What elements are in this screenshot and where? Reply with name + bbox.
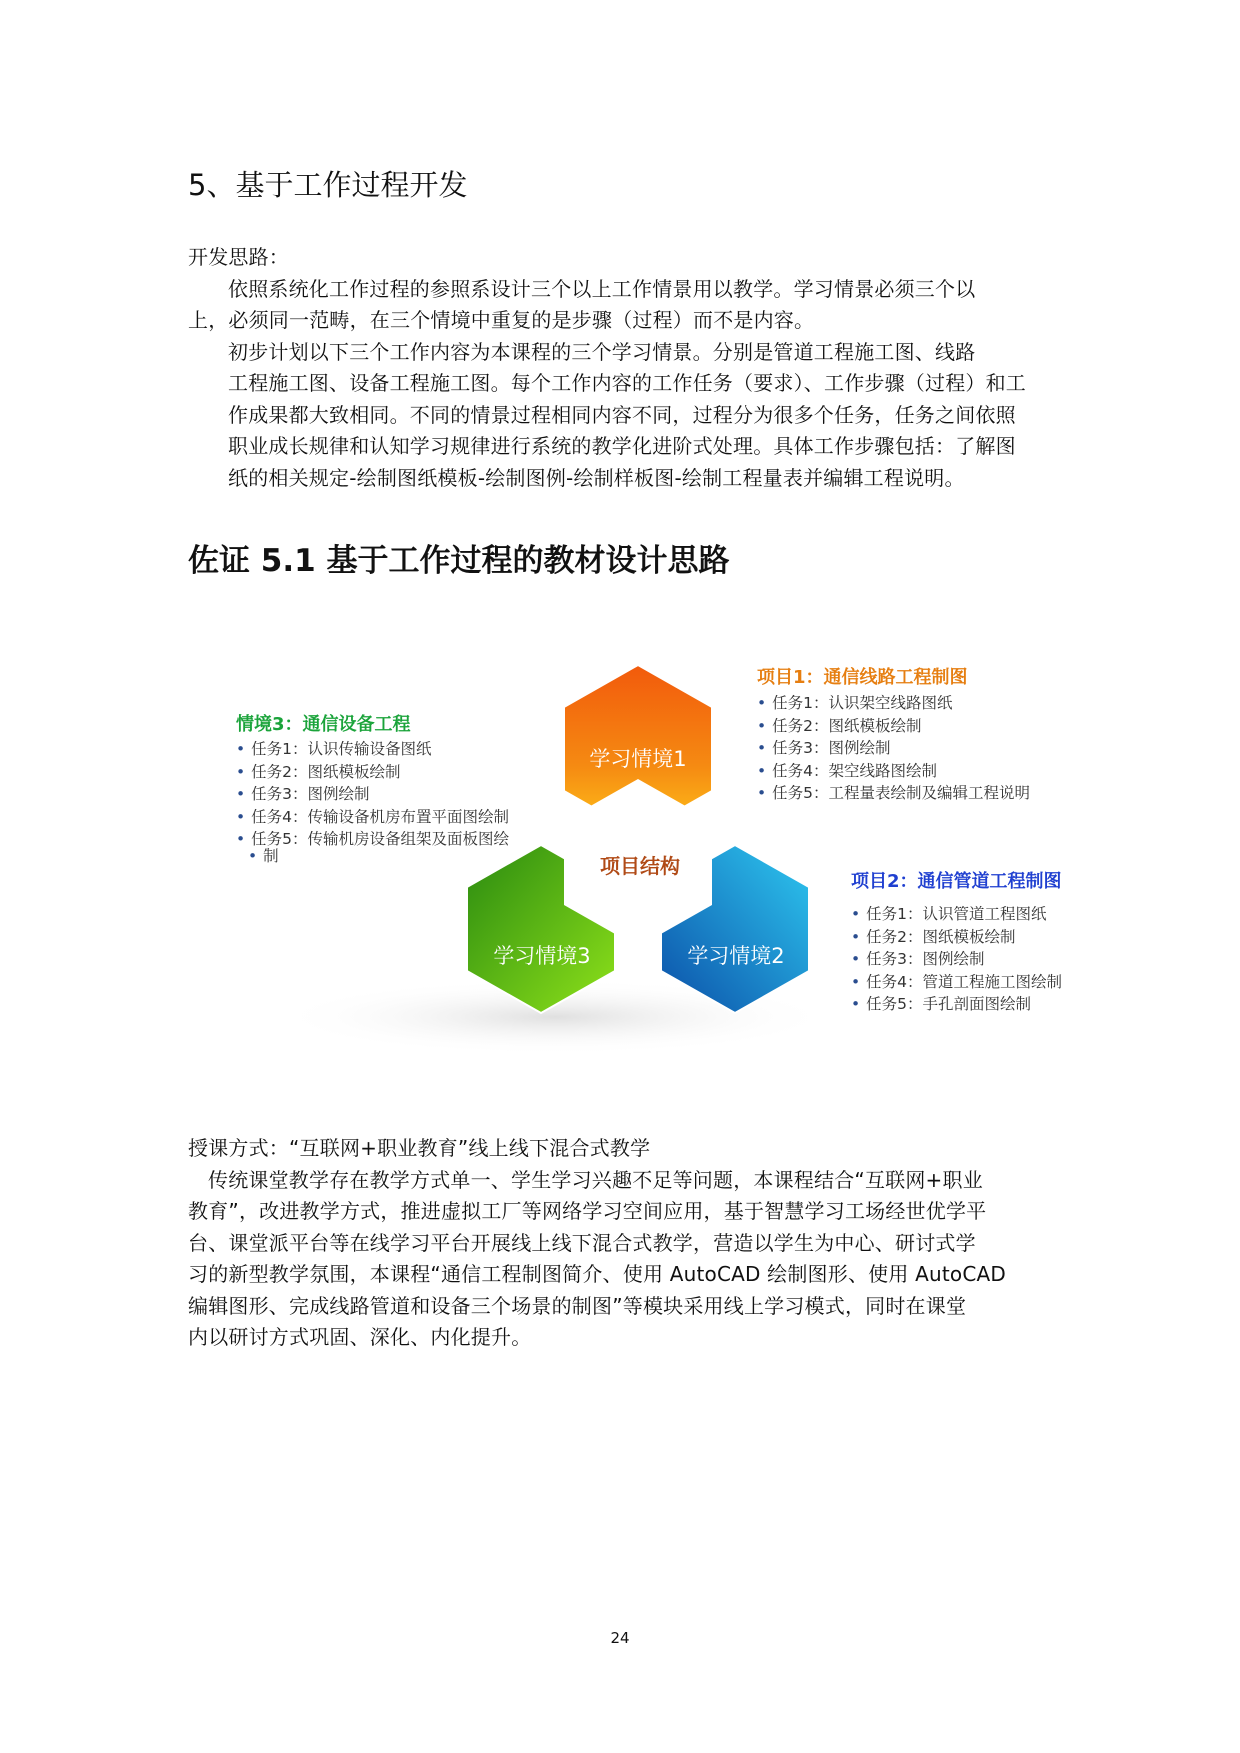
text-line: 工程施工图、设备工程施工图。每个工作内容的工作任务（要求）、工作步骤（过程）和工 <box>228 371 1026 395</box>
task-item-continuation: • 制 <box>236 851 509 861</box>
text-line: 教育”，改进教学方式，推进虚拟工厂等网络学习空间应用，基于智慧学习工场经世优学平 <box>188 1199 987 1223</box>
hexagon-3-label: 学习情境3 <box>493 944 591 968</box>
task-item: • 任务2：图纸模板绘制 <box>236 761 509 784</box>
center-label: 项目结构 <box>600 854 680 878</box>
project-2-title: 项目2：通信管道工程制图 <box>851 871 1062 892</box>
section-heading: 5、基于工作过程开发 <box>188 168 468 202</box>
task-item: • 任务4：架空线路图绘制 <box>757 760 1030 783</box>
text-line: 初步计划以下三个工作内容为本课程的三个学习情景。分别是管道工程施工图、线路 <box>228 339 976 364</box>
task-item: • 任务1：认识管道工程图纸 <box>851 903 1062 926</box>
project-1-title: 项目1：通信线路工程制图 <box>757 667 968 688</box>
task-item: • 任务2：图纸模板绘制 <box>757 715 1030 738</box>
project-1-task-list <box>757 692 1030 805</box>
development-ideas-text <box>188 242 1058 494</box>
task-item: • 任务3：图例绘制 <box>757 737 1030 760</box>
task-item: • 任务5：传输机房设备组架及面板图绘 <box>236 828 509 851</box>
figure-caption: 佐证 5.1 基于工作过程的教材设计思路 <box>188 543 730 579</box>
task-item: • 任务4：传输设备机房布置平面图绘制 <box>236 806 509 829</box>
text-line: 上，必须同一范畴，在三个情境中重复的是步骤（过程）而不是内容。 <box>188 308 815 332</box>
task-item: • 任务5：手孔剖面图绘制 <box>851 993 1062 1016</box>
dev-label: 开发思路： <box>188 245 289 269</box>
text-line: 职业成长规律和认知学习规律进行系统的教学化进阶式处理。具体工作步骤包括：了解图 <box>228 434 1016 458</box>
task-item: • 任务4：管道工程施工图绘制 <box>851 971 1062 994</box>
project-3-task-list <box>236 738 510 865</box>
paragraph-1 <box>188 274 1058 337</box>
hexagon-2-label: 学习情境2 <box>687 944 785 968</box>
project-2-task-list <box>851 903 1062 1016</box>
task-item: • 任务5：工程量表绘制及编辑工程说明 <box>757 782 1030 805</box>
text-line: 传统课堂教学存在教学方式单一、学生学习兴趣不足等问题，本课程结合“互联网+职业 <box>208 1167 983 1192</box>
task-item: • 任务2：图纸模板绘制 <box>851 926 1062 949</box>
paragraph-2 <box>188 337 1058 495</box>
project-structure-diagram <box>225 655 1105 1085</box>
text-line: 编辑图形、完成线路管道和设备三个场景的制图”等模块采用线上学习模式，同时在课堂 <box>188 1293 967 1318</box>
text-line: 依照系统化工作过程的参照系设计三个以上工作情景用以教学。学习情景必须三个以 <box>228 276 976 301</box>
page-number: 24 <box>610 1629 630 1647</box>
task-item: • 任务1：认识架空线路图纸 <box>757 692 1030 715</box>
task-item: • 任务3：图例绘制 <box>851 948 1062 971</box>
text-line: 内以研讨方式巩固、深化、内化提升。 <box>188 1325 532 1349</box>
text-line: 纸的相关规定-绘制图纸模板-绘制图例-绘制样板图-绘制工程量表并编辑工程说明。 <box>228 465 965 490</box>
task-item: • 任务3：图例绘制 <box>236 783 509 806</box>
hexagon-1-label: 学习情境1 <box>589 747 687 771</box>
text-line: 作成果都大致相同。不同的情景过程相同内容不同，过程分为很多个任务，任务之间依照 <box>228 402 1016 427</box>
teaching-paragraph <box>188 1165 1058 1354</box>
text-line: 台、课堂派平台等在线学习平台开展线上线下混合式教学，营造以学生为中心、研讨式学 <box>188 1230 976 1255</box>
teaching-method-line: 授课方式：“互联网+职业教育”线上线下混合式教学 <box>188 1136 651 1160</box>
text-line: 习的新型教学氛围，本课程“通信工程制图简介、使用 AutoCAD 绘制图形、使用 AutoCAD <box>188 1262 1006 1286</box>
task-item: • 任务1：认识传输设备图纸 <box>236 738 509 761</box>
teaching-method-text <box>188 1133 1058 1354</box>
project-3-title: 情境3：通信设备工程 <box>236 714 411 735</box>
